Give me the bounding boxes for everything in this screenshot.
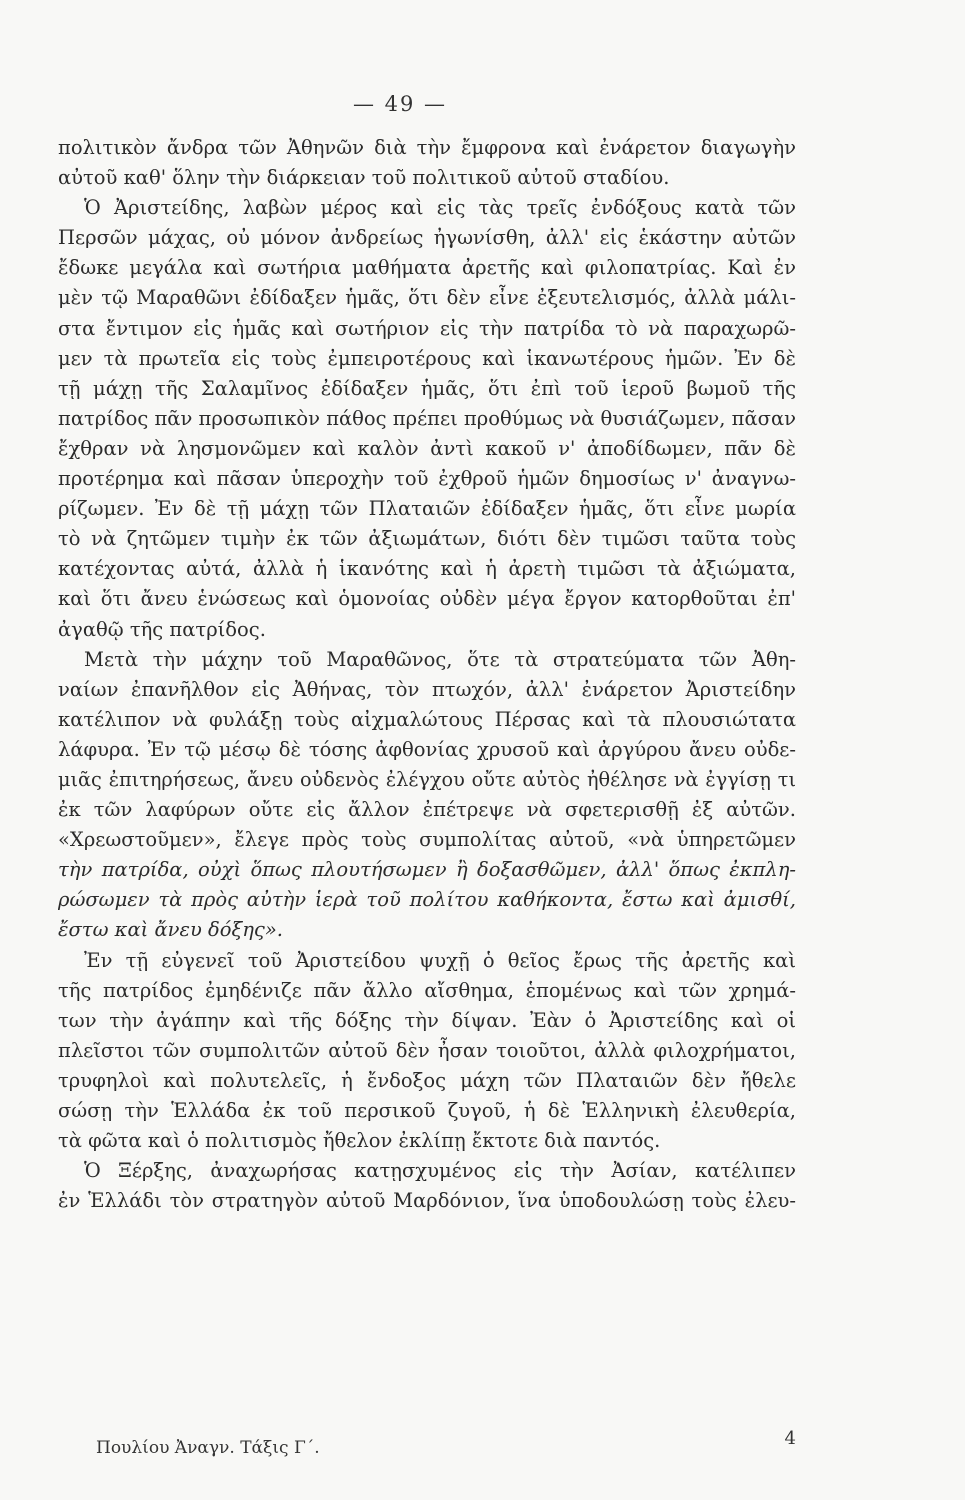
- text-line: προτέρημα καὶ πᾶσαν ὑπεροχὴν τοῦ ἐχθροῦ ἡμῶν δημοσίως ν' ἀναγνω-: [58, 467, 796, 491]
- text-line: σώσῃ τὴν Ἑλλάδα ἐκ τοῦ περσικοῦ ζυγοῦ, ἡ δὲ Ἑλληνικὴ ἐλευθερία,: [58, 1099, 796, 1122]
- text-line: «Χρεωστοῦμεν», ἔλεγε πρὸς τοὺς συμπολίτας αὐτοῦ, «νὰ ὑπηρετῶμεν: [58, 828, 796, 852]
- text-line: τὰ φῶτα καὶ ὁ πολιτισμὸς ἤθελον ἐκλίπῃ ἔκτοτε διὰ παντός.: [58, 1129, 661, 1153]
- text-line: των τὴν ἀγάπην καὶ τῆς δόξης τὴν δίψαν. Ἐὰν ὁ Ἀριστείδης καὶ οἱ: [58, 1008, 796, 1032]
- page-footer: [96, 1428, 796, 1458]
- text-line: μιᾶς ἐπιτηρήσεως, ἄνευ οὐδενὸς ἐλέγχου οὔτε αὐτὸς ἠθέλησε νὰ ἐγγίσῃ τι: [58, 767, 796, 791]
- text-line: μεν τὰ πρωτεῖα εἰς τοὺς ἐμπειροτέρους καὶ ἱκανωτέρους ἡμῶν. Ἐν δὲ: [58, 346, 796, 370]
- text-line: ἔδωκε μεγάλα καὶ σωτήρια μαθήματα ἀρετῆς καὶ φιλοπατρίας. Καὶ ἐν: [58, 256, 796, 280]
- text-line: Ὁ Ἀριστείδης, λαβὼν μέρος καὶ εἰς τὰς τρεῖς ἐνδόξους κατὰ τῶν: [84, 196, 796, 220]
- text-line: καὶ ὅτι ἄνευ ἑνώσεως καὶ ὁμονοίας οὐδὲν μέγα ἔργον κατορθοῦται ἐπ': [58, 587, 796, 611]
- text-line: τῇ μάχῃ τῆς Σαλαμῖνος ἐδίδαξεν ἡμᾶς, ὅτι ἐπὶ τοῦ ἱεροῦ βωμοῦ τῆς: [58, 376, 796, 400]
- text-line: Ἐν τῇ εὐγενεῖ τοῦ Ἀριστείδου ψυχῇ ὁ θεῖος ἔρως τῆς ἀρετῆς καὶ: [84, 948, 796, 972]
- page-number: — 49 —: [352, 92, 448, 116]
- text-line: τρυφηλοὶ καὶ πολυτελεῖς, ἡ ἔνδοξος μάχη τῶν Πλαταιῶν δὲν ἤθελε: [58, 1068, 796, 1092]
- text-line: κατέχοντας αὐτά, ἀλλὰ ἡ ἱκανότης καὶ ἡ ἀρετὴ τιμῶσι τὰ ἀξιώματα,: [58, 557, 796, 581]
- text-line: τὴν πατρίδα, οὐχὶ ὅπως πλουτήσωμεν ἢ δοξασθῶμεν, ἀλλ' ὅπως ἐκπλη-: [58, 858, 796, 882]
- text-line: ρίζωμεν. Ἐν δὲ τῇ μάχῃ τῶν Πλαταιῶν ἐδίδαξεν ἡμᾶς, ὅτι εἶνε μωρία: [58, 497, 796, 521]
- body-text: [58, 133, 796, 1216]
- text-line: ρώσωμεν τὰ πρὸς αὐτὴν ἱερὰ τοῦ πολίτου καθήκοντα, ἔστω καὶ ἀμισθί,: [58, 888, 796, 912]
- text-line: αὐτοῦ καθ' ὅλην τὴν διάρκειαν τοῦ πολιτικοῦ αὐτοῦ σταδίου.: [58, 166, 670, 190]
- text-line: ναίων ἐπανῆλθον εἰς Ἀθήνας, τὸν πτωχόν, ἀλλ' ἐνάρετον Ἀριστείδην: [58, 677, 796, 701]
- text-line: στα ἔντιμον εἰς ἡμᾶς καὶ σωτήριον εἰς τὴν πατρίδα τὸ νὰ παραχωρῶ-: [58, 316, 796, 340]
- text-line: τῆς πατρίδος ἐμηδένιζε πᾶν ἄλλο αἴσθημα, ἑπομένως καὶ τῶν χρημά-: [58, 978, 796, 1002]
- text-line: Μετὰ τὴν μάχην τοῦ Μαραθῶνος, ὅτε τὰ στρατεύματα τῶν Ἀθη-: [84, 647, 796, 671]
- text-line: ἐν Ἑλλάδι τὸν στρατηγὸν αὐτοῦ Μαρδόνιον, ἵνα ὑποδουλώσῃ τοὺς ἐλευ-: [58, 1189, 796, 1213]
- text-line: λάφυρα. Ἐν τῷ μέσῳ δὲ τόσης ἀφθονίας χρυσοῦ καὶ ἀργύρου ἄνευ οὐδε-: [58, 737, 796, 761]
- text-line: τὸ νὰ ζητῶμεν τιμὴν ἐκ τῶν ἀξιωμάτων, διότι δὲν τιμῶσι ταῦτα τοὺς: [58, 527, 796, 551]
- text-line: Ὁ Ξέρξης, ἀναχωρήσας κατῃσχυμένος εἰς τὴν Ἀσίαν, κατέλιπεν: [84, 1159, 796, 1183]
- text-line: πατρίδος πᾶν προσωπικὸν πάθος πρέπει προθύμως νὰ θυσιάζωμεν, πᾶσαν: [58, 406, 796, 430]
- footer-signature: Πουλίου Ἀναγν. Τάξις Γ΄.: [96, 1438, 320, 1458]
- text-line: πολιτικὸν ἄνδρα τῶν Ἀθηνῶν διὰ τὴν ἔμφρονα καὶ ἐνάρετον διαγωγὴν: [58, 136, 796, 159]
- text-line: πλεῖστοι τῶν συμπολιτῶν αὐτοῦ δὲν ἦσαν τοιοῦτοι, ἀλλὰ φιλοχρήματοι,: [58, 1038, 796, 1062]
- text-line: ἔστω καὶ ἄνευ δόξης».: [58, 918, 283, 942]
- text-line: μὲν τῷ Μαραθῶνι ἐδίδαξεν ἡμᾶς, ὅτι δὲν εἶνε ἐξευτελισμός, ἀλλὰ μάλι-: [58, 286, 796, 310]
- text-line: Περσῶν μάχας, οὐ μόνον ἀνδρείως ἠγωνίσθη, ἀλλ' εἰς ἑκάστην αὐτῶν: [58, 226, 796, 250]
- text-line: ἀγαθῷ τῆς πατρίδος.: [58, 617, 266, 641]
- text-line: κατέλιπον νὰ φυλάξῃ τοὺς αἰχμαλώτους Πέρσας καὶ τὰ πλουσιώτατα: [58, 707, 796, 731]
- text-line: ἐκ τῶν λαφύρων οὔτε εἰς ἄλλον ἐπέτρεψε νὰ σφετερισθῇ ἐξ αὐτῶν.: [58, 798, 796, 822]
- text-line: ἔχθραν νὰ λησμονῶμεν καὶ καλὸν ἀντὶ κακοῦ ν' ἀποδίδωμεν, πᾶν δὲ: [58, 436, 796, 460]
- sheet-number: 4: [784, 1428, 796, 1449]
